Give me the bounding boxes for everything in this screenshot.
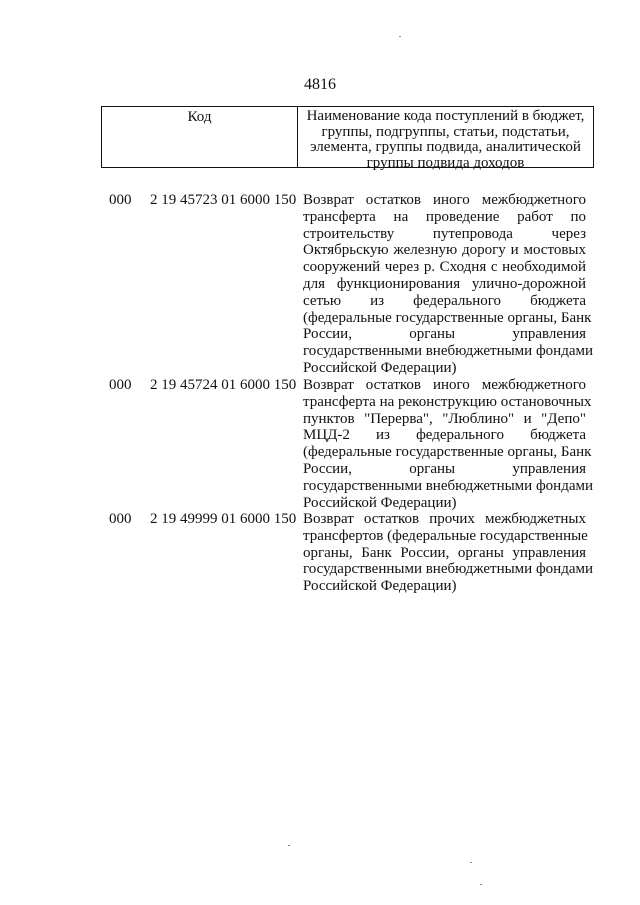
description-line: для функционирования улично-дорожной bbox=[303, 275, 586, 292]
description-line: трансферта на проведение работ по bbox=[303, 208, 586, 225]
description-line: государственными внебюджетными фондами bbox=[303, 343, 594, 360]
income-description bbox=[303, 192, 594, 377]
description-line: России, органы управления bbox=[303, 460, 586, 477]
description-line: Российской Федерации) bbox=[303, 359, 457, 376]
description-line: Возврат остатков иного межбюджетного bbox=[303, 377, 586, 393]
description-line: Возврат остатков прочих межбюджетных bbox=[303, 511, 586, 527]
description-line: (федеральные государственные органы, Банк bbox=[303, 444, 592, 461]
description-line: сооружений через р. Сходня с необходимой bbox=[303, 259, 586, 276]
description-line: Российской Федерации) bbox=[303, 578, 457, 595]
description-line: МЦД-2 из федерального бюджета bbox=[303, 427, 586, 444]
income-code: 2 19 49999 01 6000 150 bbox=[150, 511, 297, 527]
scan-speck bbox=[480, 884, 482, 885]
income-code: 2 19 45724 01 6000 150 bbox=[150, 377, 297, 393]
description-line: (федеральные государственные органы, Банк bbox=[303, 309, 592, 326]
income-description bbox=[303, 511, 594, 595]
page-number: 4816 bbox=[304, 76, 336, 93]
admin-code: 000 bbox=[109, 511, 132, 527]
description-line: трансфертов (федеральные государственные bbox=[303, 527, 588, 544]
description-line: пунктов "Перерва", "Люблино" и "Депо" bbox=[303, 410, 586, 427]
admin-code: 000 bbox=[109, 377, 132, 393]
description-line: государственными внебюджетными фондами bbox=[303, 561, 594, 578]
table-row bbox=[109, 511, 594, 595]
scan-speck bbox=[470, 862, 472, 863]
description-line: Октябрьскую железную дорогу и мостовых bbox=[303, 242, 586, 259]
header-code: Код bbox=[102, 107, 298, 167]
description-line: Российской Федерации) bbox=[303, 494, 457, 511]
description-line: строительству путепровода через bbox=[303, 225, 586, 242]
description-line: сетью из федерального бюджета bbox=[303, 292, 586, 309]
description-line: органы, Банк России, органы управления bbox=[303, 544, 586, 561]
description-line: России, органы управления bbox=[303, 326, 586, 343]
scan-speck bbox=[288, 845, 290, 846]
description-line: государственными внебюджетными фондами bbox=[303, 477, 594, 494]
header-name: Наименование кода поступлений в бюджет, группы, подгруппы, статьи, подстатьи, элемента, группы подвида, аналитической группы подвида доходов bbox=[306, 108, 585, 171]
table-row bbox=[109, 377, 594, 511]
income-code: 2 19 45723 01 6000 150 bbox=[150, 192, 297, 208]
description-line: трансферта на реконструкцию остановочных bbox=[303, 393, 592, 410]
admin-code: 000 bbox=[109, 192, 132, 208]
description-line: Возврат остатков иного межбюджетного bbox=[303, 192, 586, 208]
table-header bbox=[101, 106, 594, 171]
table-row bbox=[109, 192, 594, 377]
income-description bbox=[303, 377, 594, 511]
scan-speck bbox=[399, 36, 401, 37]
